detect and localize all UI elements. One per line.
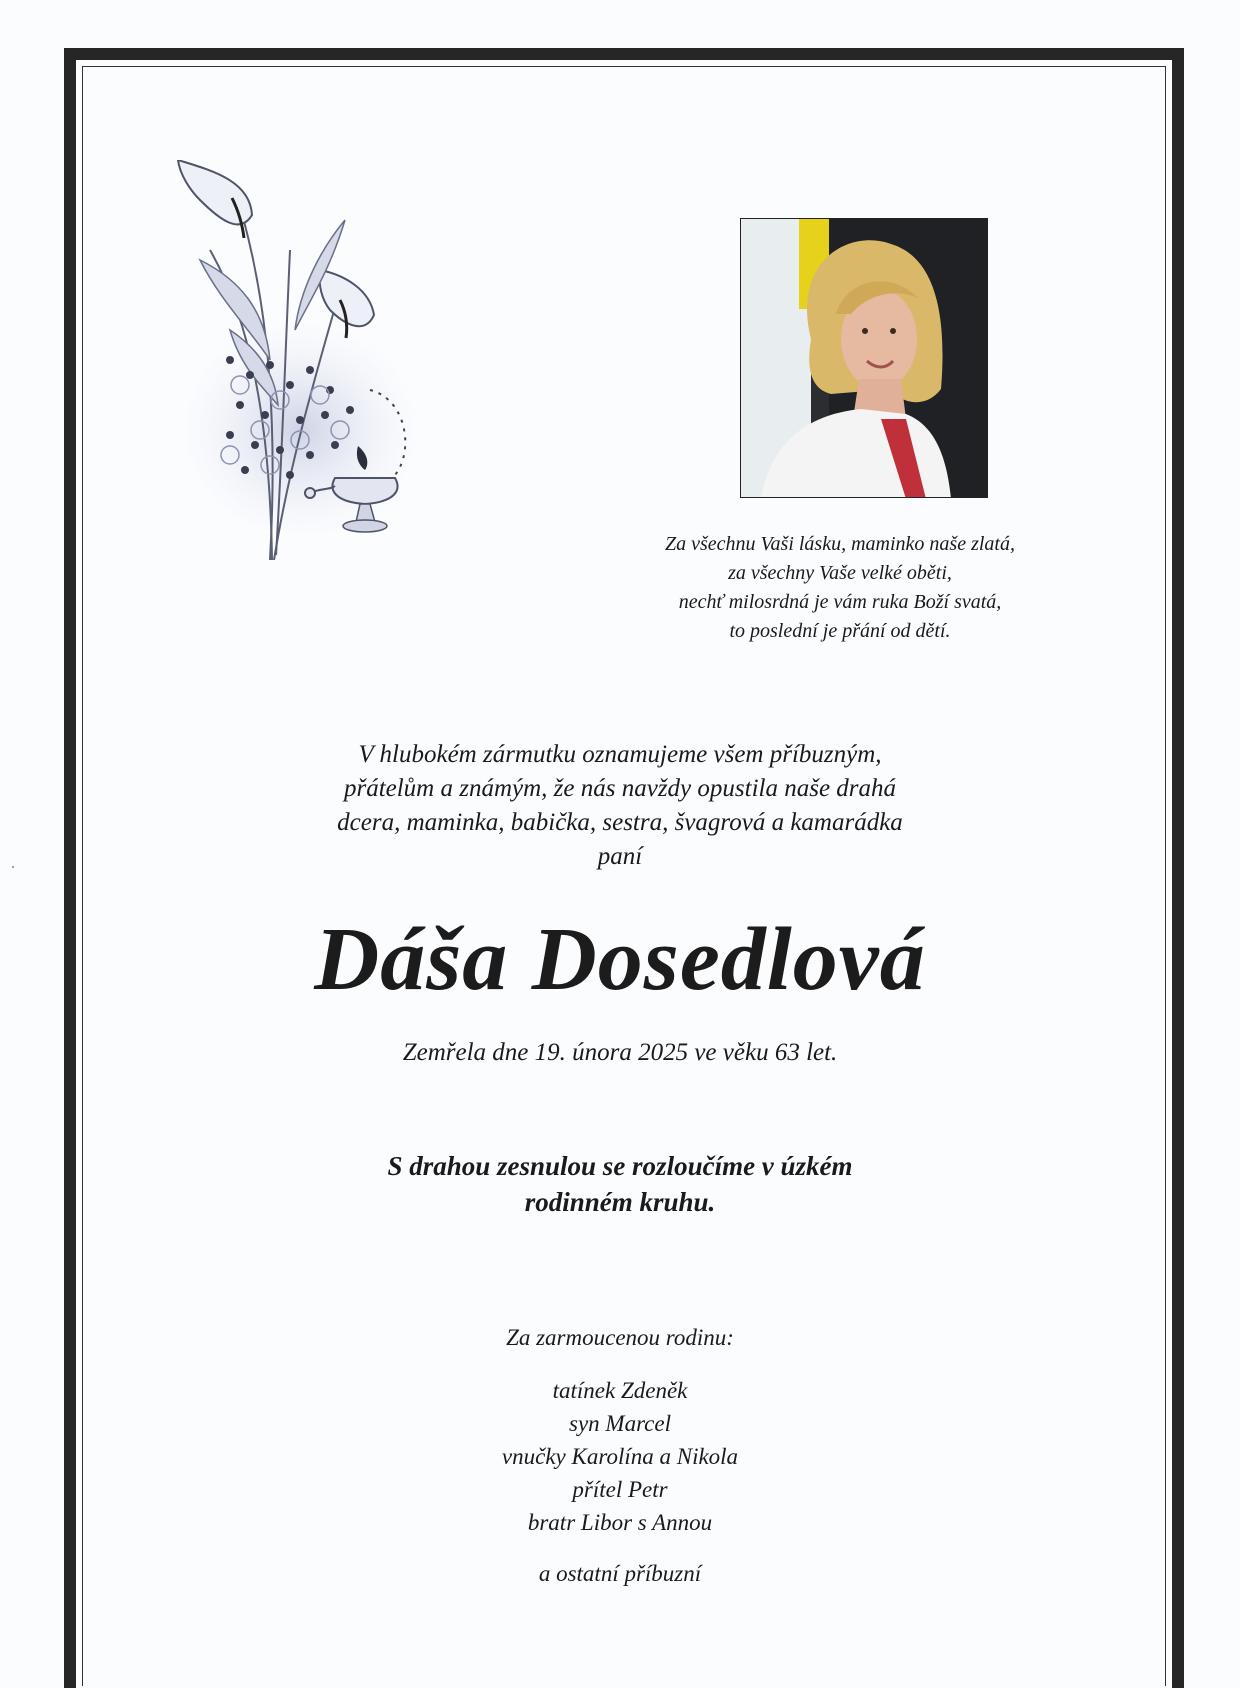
verse-line: za všechny Vaše velké oběti, [728, 562, 952, 584]
family-member: bratr Libor s Annou [527, 1510, 713, 1535]
farewell-line: rodinném kruhu. [524, 1187, 716, 1217]
verse-line: to poslední je přání od dětí. [729, 620, 951, 642]
announcement-line: paní [597, 843, 643, 870]
announcement-line: přátelům a známým, že nás navždy opustila naše drahá [343, 775, 897, 802]
scan-speck [12, 866, 14, 868]
deceased-name: Dáša Dosedlová [314, 910, 926, 1009]
family-intro: Za zarmoucenou rodinu: [506, 1325, 734, 1350]
calla-lily-bouquet-icon [170, 160, 430, 580]
announcement-line: V hlubokém zármutku oznamujeme všem příbuzným, [358, 741, 882, 768]
portrait-photo [740, 218, 988, 498]
death-date-note: Zemřela dne 19. února 2025 ve věku 63 let. [402, 1039, 838, 1066]
farewell-line: S drahou zesnulou se rozloučíme v úzkém [387, 1151, 853, 1181]
family-member: vnučky Karolína a Nikola [501, 1444, 739, 1469]
family-member: syn Marcel [569, 1411, 671, 1436]
calla-lily-top-icon [178, 160, 252, 224]
farewell-note [220, 1148, 1020, 1220]
verse-line: Za všechnu Vaši lásku, maminko naše zlatá, [665, 533, 1015, 555]
family-others: a ostatní příbuzní [538, 1561, 702, 1586]
verse-line: nechť milosrdná je vám ruka Boží svatá, [678, 591, 1002, 613]
family-member: přítel Petr [572, 1477, 668, 1502]
memorial-verse [600, 530, 1080, 646]
announcement-line: dcera, maminka, babička, sestra, švagrová a kamarádka [337, 809, 903, 836]
death-announcement [220, 738, 1020, 874]
family-members-list [220, 1374, 1020, 1539]
portrait-image [741, 219, 988, 498]
family-member: tatínek Zdeněk [552, 1378, 688, 1403]
